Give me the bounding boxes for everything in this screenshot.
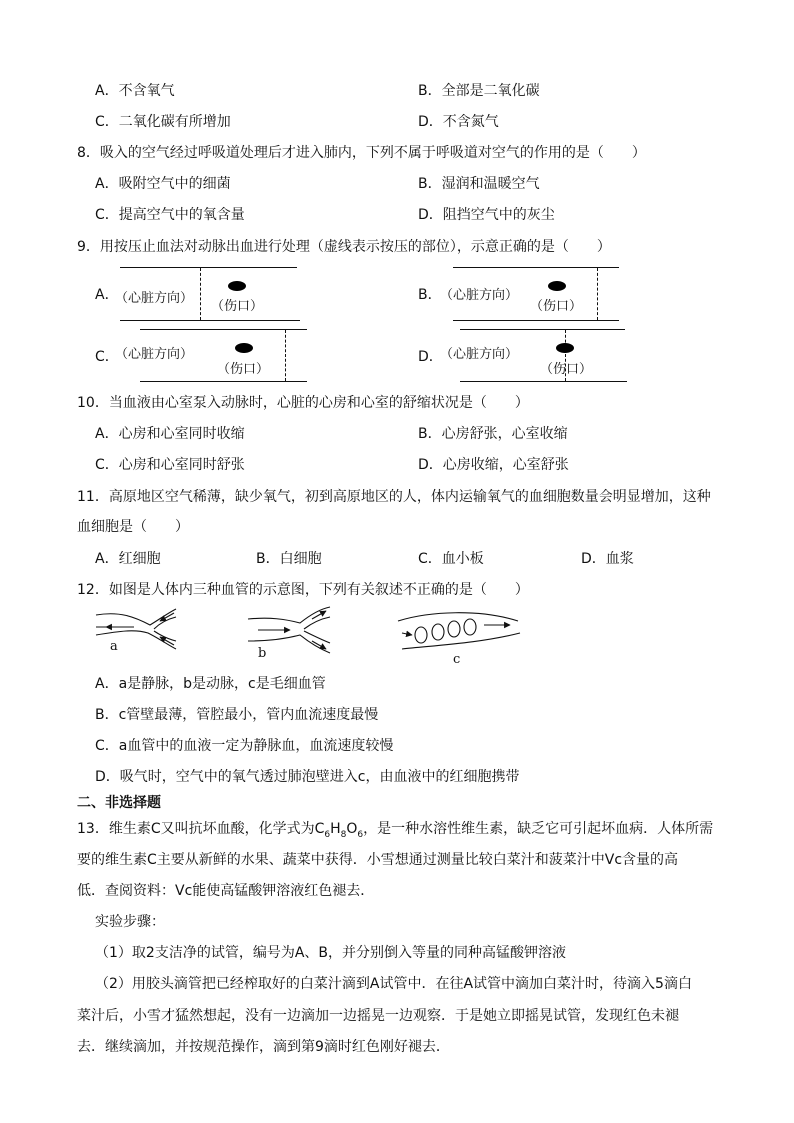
q13-sub-6a: 6 [324, 829, 331, 840]
q13-steps-title: 实验步骤： [95, 914, 165, 930]
q11-option-a: A．红细胞 [95, 551, 161, 567]
q9-option-c-label: C． [95, 349, 119, 365]
vessel-c [398, 613, 520, 649]
q12-label-a: a [110, 639, 118, 654]
q8-stem: 8．吸入的空气经过呼吸道处理后才进入肺内，下列不属于呼吸道对空气的作用的是（ ） [77, 145, 646, 161]
q13-step1: （1）取2支洁净的试管，编号为A、B，并分别倒入等量的同种高锰酸钾溶液 [95, 945, 566, 961]
q9-a-heart-direction: （心脏方向） [115, 291, 194, 306]
q13-sub-6b: 6 [357, 829, 364, 840]
q9-stem: 9．用按压止血法对动脉出血进行处理（虚线表示按压的部位），示意正确的是（ ） [77, 239, 611, 255]
q7-option-b: B．全部是二氧化碳 [418, 83, 540, 99]
section-heading: 二、非选择题 [77, 795, 161, 811]
q8-option-b: B．湿润和温暖空气 [418, 176, 540, 192]
q8-option-a: A．吸附空气中的细菌 [95, 176, 231, 192]
q13-o: O [346, 821, 358, 837]
q10-option-c: C．心房和心室同时舒张 [95, 457, 245, 473]
q13-line1-pre: 13．维生素C又叫抗坏血酸，化学式为C [77, 821, 325, 837]
q12-label-b: b [258, 646, 267, 661]
q9-d-heart-direction: （心脏方向） [440, 347, 519, 362]
q13-line2: 要的维生素C主要从新鲜的水果、蔬菜中获得．小雪想通过测量比较白菜汁和菠菜汁中Vc含量的高 [77, 852, 679, 868]
q13-step2-line2: 菜汁后，小雪才猛然想起，没有一边滴加一边摇晃一边观察．于是她立即摇晃试管，发现红色未褪 [77, 1008, 679, 1024]
q10-option-a: A．心房和心室同时收缩 [95, 426, 245, 442]
q13-sub-8: 8 [340, 829, 347, 840]
q11-option-b: B．白细胞 [256, 551, 322, 567]
q7-option-a: A．不含氧气 [95, 83, 175, 99]
q9-c-heart-direction: （心脏方向） [115, 347, 194, 362]
q13-h: H [330, 821, 341, 837]
q10-option-b: B．心房舒张，心室收缩 [418, 426, 568, 442]
q13-step2-line1: （2）用胶头滴管把已经榨取好的白菜汁滴到A试管中．在往A试管中滴加白菜汁时，待滴入5滴白 [95, 976, 692, 992]
q9-c-wound-mark [235, 343, 253, 353]
q9-option-b-label: B． [418, 287, 442, 303]
q9-b-wound-label: （伤口） [530, 299, 583, 314]
q12-option-d: D．吸气时，空气中的氧气透过肺泡壁进入c，由血液中的红细胞携带 [95, 769, 520, 785]
q12-option-a: A．a是静脉，b是动脉，c是毛细血管 [95, 676, 326, 692]
q12-option-b: B．c管壁最薄，管腔最小，管内血流速度最慢 [95, 707, 379, 723]
q9-b-wound-mark [548, 281, 566, 291]
q9-a-wound-mark [228, 281, 246, 291]
q9-a-wound-label: （伤口） [211, 299, 264, 314]
q13-line1-post: ，是一种水溶性维生素，缺乏它可引起坏血病．人体所需 [363, 821, 714, 837]
q13-step2-line3: 去．继续滴加，并按规范操作，滴到第9滴时红色刚好褪去． [77, 1039, 450, 1055]
q8-option-d: D．阻挡空气中的灰尘 [418, 207, 555, 223]
q11-option-c: C．血小板 [418, 551, 484, 567]
q13-line1 [77, 819, 713, 845]
q12-option-c: C．a血管中的血液一定为静脉血，血流速度较慢 [95, 738, 394, 754]
q9-c-wound-label: （伤口） [217, 362, 270, 377]
q11-option-d: D．血浆 [581, 551, 634, 567]
q10-stem: 10．当血液由心室泵入动脉时，心脏的心房和心室的舒缩状况是（ ） [77, 395, 529, 411]
q11-stem-line2: 血细胞是（ ） [77, 519, 189, 535]
q9-d-wound-label: （伤口） [540, 362, 593, 377]
q9-option-d-label: D． [418, 349, 443, 365]
q11-stem-line1: 11．高原地区空气稀薄，缺少氧气，初到高原地区的人，体内运输氧气的血细胞数量会明显增加，这种 [77, 489, 711, 505]
q9-option-a-label: A． [95, 287, 119, 303]
q10-option-d: D．心房收缩，心室舒张 [418, 457, 569, 473]
q13-line3: 低．查阅资料：Vc能使高锰酸钾溶液红色褪去． [77, 883, 375, 899]
vessel-a [96, 609, 176, 649]
q9-d-wound-mark [556, 343, 574, 353]
q12-label-c: c [453, 652, 461, 667]
q12-stem: 12．如图是人体内三种血管的示意图，下列有关叙述不正确的是（ ） [77, 582, 529, 598]
q8-option-c: C．提高空气中的氧含量 [95, 207, 245, 223]
q7-option-c: C．二氧化碳有所增加 [95, 114, 231, 130]
q12-blood-vessel-figure [90, 605, 530, 667]
q9-b-heart-direction: （心脏方向） [440, 288, 519, 303]
q7-option-d: D．不含氮气 [418, 114, 499, 130]
